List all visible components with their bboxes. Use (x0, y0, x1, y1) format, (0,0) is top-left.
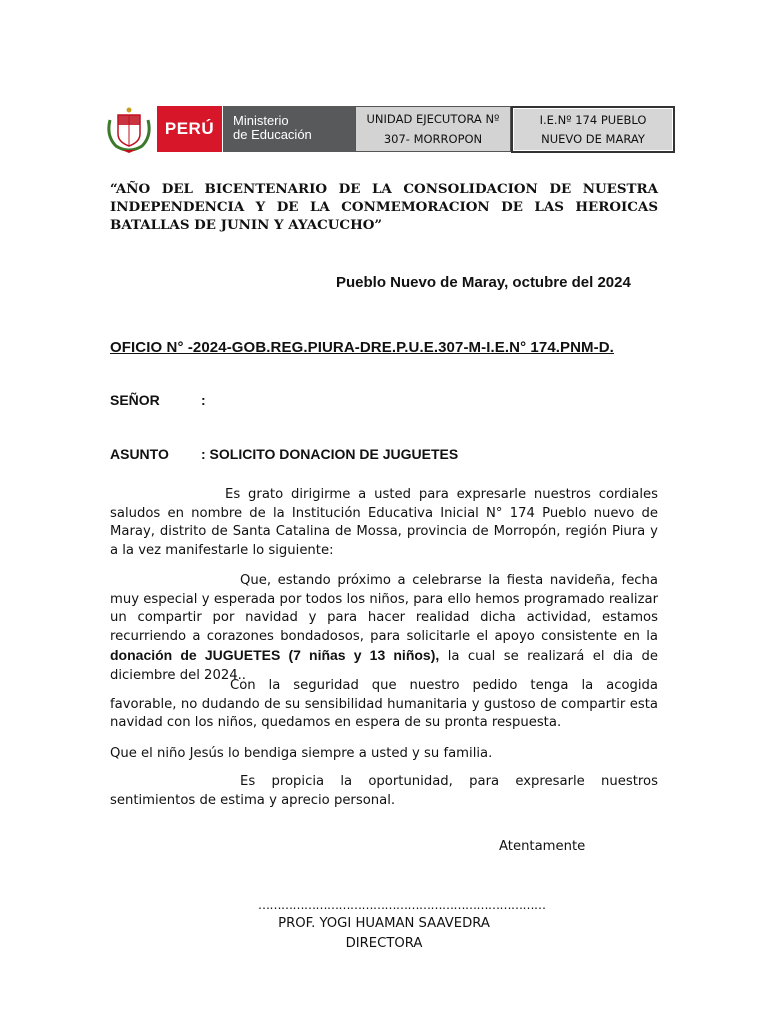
year-motto: “AÑO DEL BICENTENARIO DE LA CONSOLIDACION DE NUESTRA INDEPENDENCIA Y DE LA CONMEMORACION DE LAS HEROICAS BATALLAS DE JUNIN Y AYACUCHO” (110, 181, 658, 233)
paragraph-request (110, 572, 658, 685)
request-date-text: la cual se realizará el dia de diciembre del 2024.. (110, 649, 658, 683)
request-text: Que, estando próximo a celebrarse la fiesta navideña, fecha muy especial y esperada por todos los niños, para ello hemos programado realizar un compartir por navidad y para hacer realidad dicha actividad, estamos recurriendo a corazones bondadosos, para solicitarle el apoyo consistente en la (110, 573, 658, 644)
signer-name: PROF. YOGI HUAMAN SAAVEDRA (278, 916, 490, 931)
signer-position: DIRECTORA (345, 936, 423, 951)
letterhead (0, 0, 768, 170)
recipient-value: : (201, 392, 206, 408)
paragraph-farewell: Es propicia la oportunidad, para expresarle nuestros sentimientos de estima y aprecio personal. (110, 774, 658, 808)
oficio-number: OFICIO N° -2024-GOB.REG.PIURA-DRE.P.U.E.307-M-I.E.N° 174.PNM-D. (110, 339, 614, 356)
recipient-label: SEÑOR (110, 392, 160, 408)
paragraph-greeting: Es grato dirigirme a usted para expresarle nuestros cordiales saludos en nombre de la Institución Educativa Inicial N° 174 Pueblo nuevo de Maray, distrito de Santa Catalina de Mossa, provincia de Morropón, región Piura y a la vez manifestarle lo siguiente: (110, 487, 658, 558)
donation-detail: donación de JUGUETES (7 niñas y 13 niños), (110, 647, 440, 663)
ministerio-brand (223, 106, 356, 152)
paragraph-blessing: Que el niño Jesús lo bendiga siempre a usted y su familia. (110, 746, 493, 761)
peru-brand: PERÚ (157, 106, 222, 152)
ie-line2: NUEVO DE MARAY (541, 132, 645, 146)
institution-box (511, 106, 675, 153)
signature-line: ………………………………………………………………… (258, 898, 546, 912)
subject-value: : SOLICITO DONACION DE JUGUETES (201, 446, 459, 462)
ministerio-line2: de Educación (233, 127, 312, 142)
unidad-line1: UNIDAD EJECUTORA Nº (366, 112, 500, 126)
subject-label: ASUNTO (110, 446, 169, 462)
paragraph-hope: Con la seguridad que nuestro pedido tenga la acogida favorable, no dudando de su sensibilidad humanitaria y gustoso de compartir esta navidad con los niños, quedamos en espera de su pronta respuesta. (110, 678, 658, 730)
ie-line1: I.E.Nº 174 PUEBLO (539, 113, 647, 127)
coat-of-arms-icon (104, 106, 154, 154)
unidad-line2: 307- MORROPON (383, 132, 483, 146)
date-line: Pueblo Nuevo de Maray, octubre del 2024 (336, 274, 631, 291)
unidad-ejecutora-box (355, 106, 511, 152)
closing-atentamente: Atentamente (499, 839, 586, 854)
ministerio-line1: Ministerio (233, 113, 289, 128)
